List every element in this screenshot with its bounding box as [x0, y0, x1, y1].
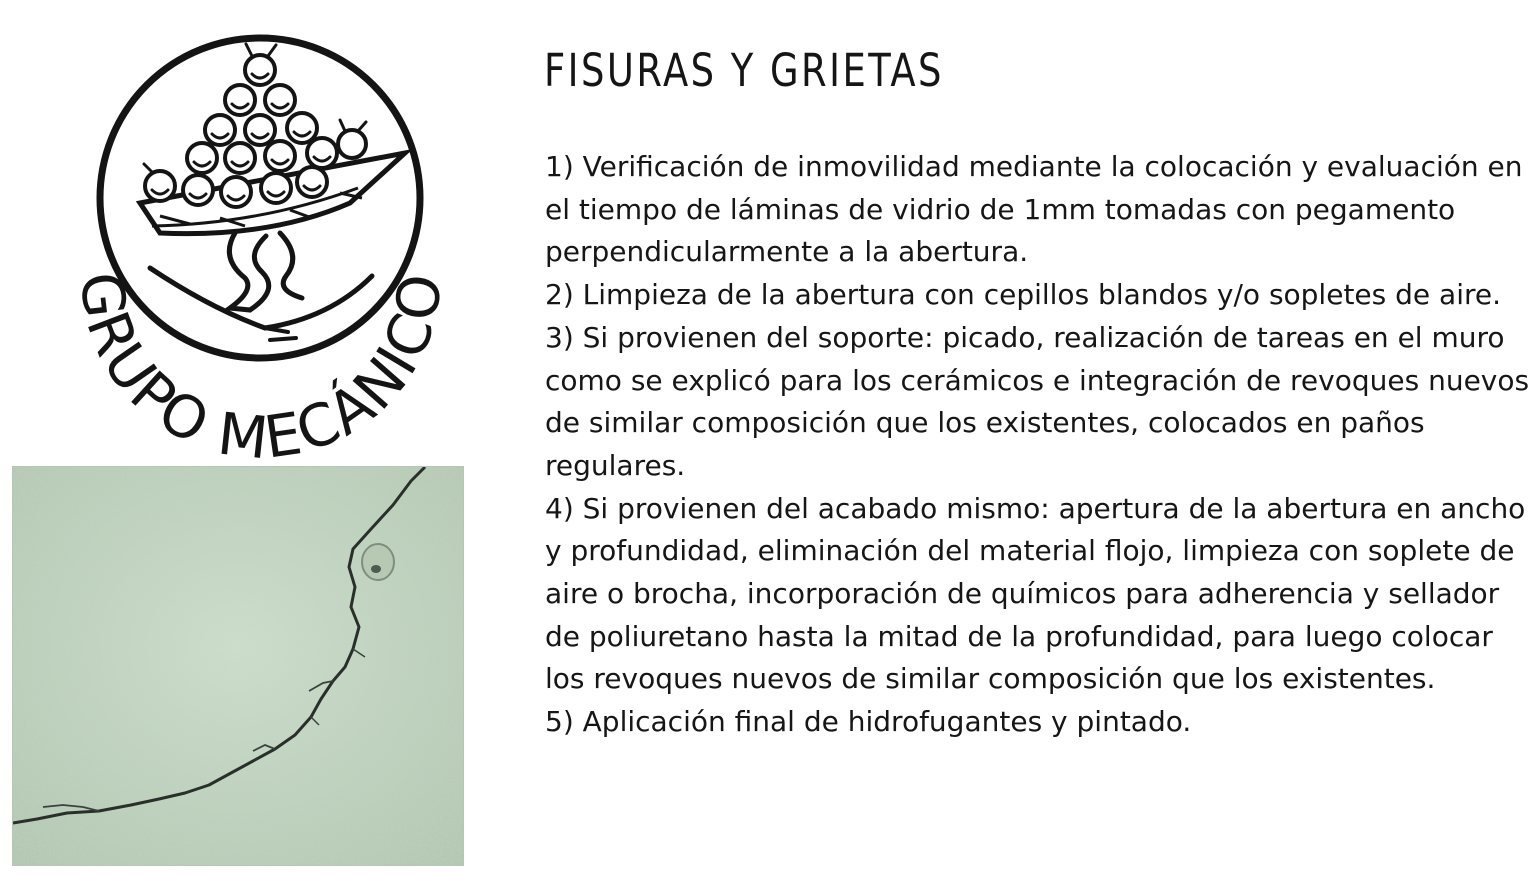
steps-list: [545, 146, 1530, 744]
cracked-wall-photo: [12, 466, 464, 866]
list-item: 4) Si provienen del acabado mismo: apertura de la abertura en ancho y profundidad, eliminación del material flojo, limpieza con soplete de aire o brocha, incorporación de químicos para adherencia y sellador de poliuretano hasta la mitad de la profundidad, para luego colocar los revoques nuevos de similar composición que los existentes.: [545, 491, 1526, 696]
logo-text: GRUPO MECÁNICO: [66, 268, 456, 458]
grupo-mecanico-logo: [40, 28, 480, 458]
list-item: 2) Limpieza de la abertura con cepillos blandos y/o sopletes de aire.: [545, 278, 1501, 312]
list-item: 1) Verificación de inmovilidad mediante la colocación y evaluación en el tiempo de láminas de vidrio de 1mm tomadas con pegamento perpendicularmente a la abertura.: [545, 150, 1523, 269]
page-title: FISURAS Y GRIETAS: [544, 44, 944, 97]
list-item: 5) Aplicación final de hidrofugantes y pintado.: [545, 705, 1192, 739]
svg-text:GRUPO MECÁNICO: [67, 269, 456, 458]
list-item: 3) Si provienen del soporte: picado, realización de tareas en el muro como se explicó para los cerámicos e integración de revoques nuevos de similar composición que los existentes, colocados en paños regulares.: [545, 320, 1530, 482]
